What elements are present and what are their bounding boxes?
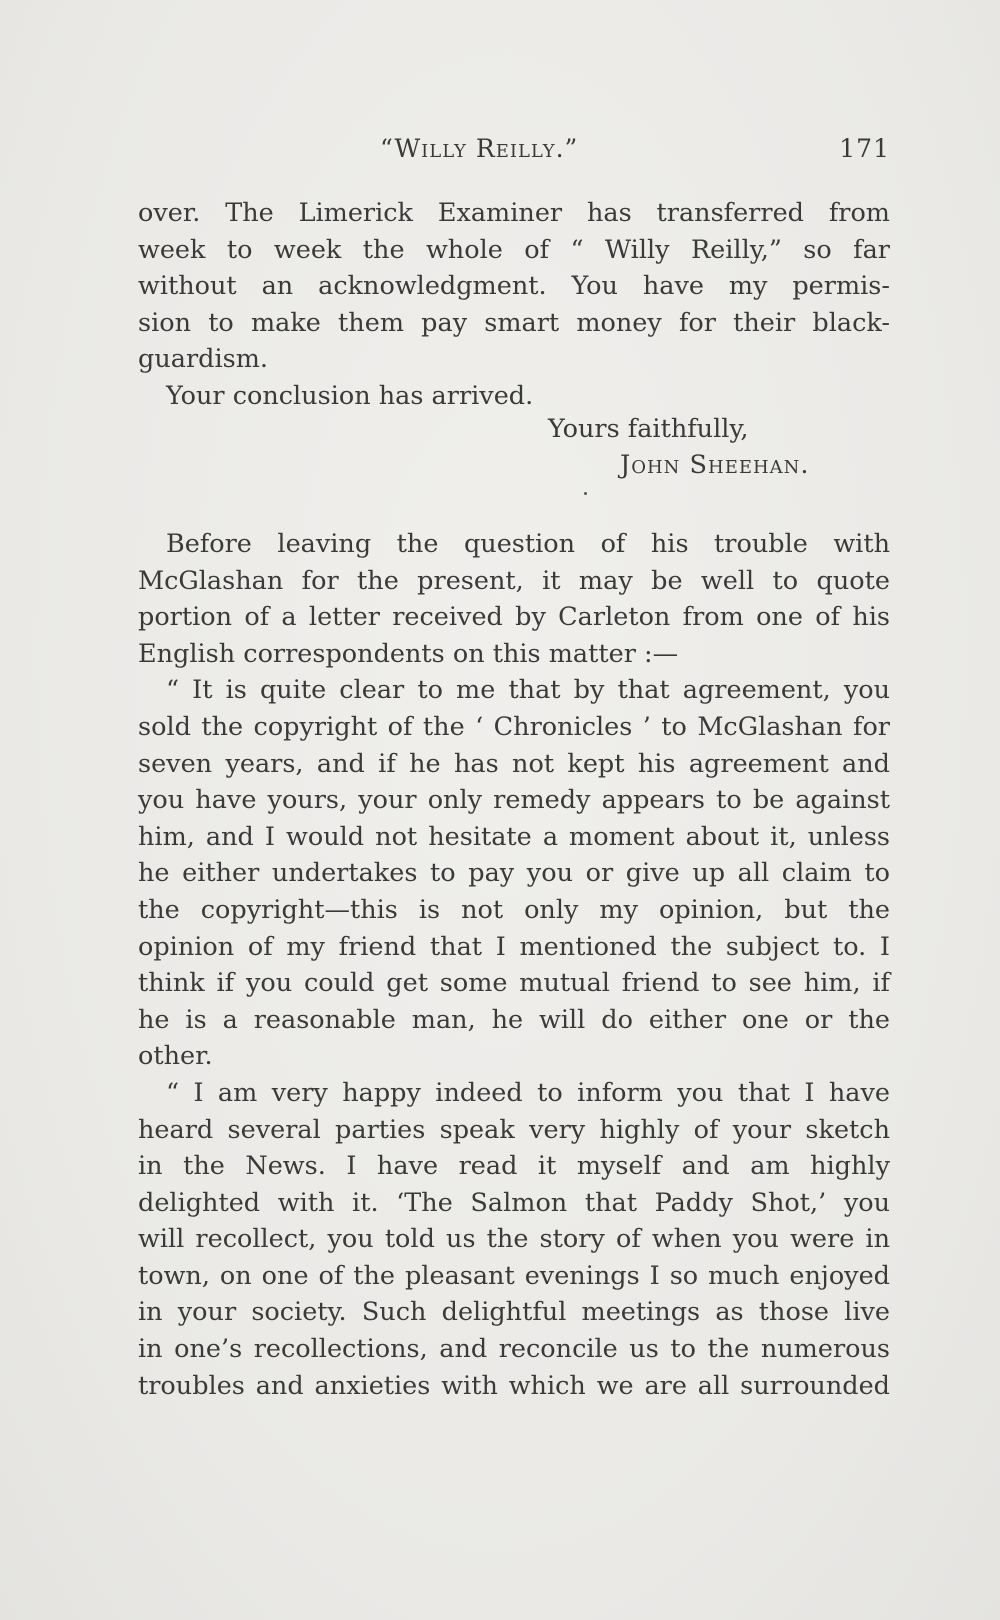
text-line: the copyright—this is not only my opinion, but the (138, 894, 890, 925)
text-line: troubles and anxieties with which we are all surrounded (138, 1370, 890, 1401)
text-line: portion of a letter received by Carleton from one of his (138, 602, 890, 633)
page-number: 171 (839, 134, 890, 163)
valediction: Yours faithfully, (548, 414, 749, 444)
text-line: without an acknowledgment. You have my permis- (138, 271, 890, 302)
body-text (138, 526, 890, 1404)
letter-conclusion: Your conclusion has arrived. (166, 380, 534, 411)
text-line: he is a reasonable man, he will do either one or the (138, 1004, 890, 1035)
text-line: him, and I would not hesitate a moment about it, unless (138, 821, 890, 852)
text-line: town, on one of the pleasant evenings I so much enjoyed (138, 1260, 890, 1291)
signature: John Sheehan. (620, 450, 810, 480)
text-line: heard several parties speak very highly of your sketch (138, 1114, 890, 1145)
text-line: in your society. Such delightful meetings as those live (138, 1297, 890, 1328)
text-line: guardism. (138, 344, 268, 375)
text-line: Before leaving the question of his trouble with (166, 529, 890, 559)
text-line: “ It is quite clear to me that by that agreement, you (166, 675, 890, 706)
text-line: will recollect, you told us the story of when you were in (138, 1224, 890, 1255)
running-title: “Willy Reilly.” (380, 134, 579, 163)
letter-ending (138, 195, 890, 415)
text-line: you have yours, your only remedy appears to be against (138, 785, 890, 816)
ink-speck (584, 492, 587, 495)
text-line: he either undertakes to pay you or give up all claim to (138, 858, 890, 889)
text-line: in the News. I have read it myself and am highly (138, 1151, 890, 1182)
text-line: sion to make them pay smart money for their black- (138, 307, 890, 338)
text-line: other. (138, 1041, 213, 1072)
text-line: opinion of my friend that I mentioned the subject to. I (138, 931, 890, 962)
text-line: think if you could get some mutual friend to see him, if (138, 968, 890, 999)
text-line: delighted with it. ‘The Salmon that Paddy Shot,’ you (138, 1187, 890, 1218)
text-line: sold the copyright of the ‘ Chronicles ’ to McGlashan for (138, 711, 890, 742)
text-line: in one’s recollections, and reconcile us to the numerous (138, 1334, 890, 1365)
text-line: week to week the whole of “ Willy Reilly,” so far (138, 234, 890, 265)
text-line: English correspondents on this matter :— (138, 638, 679, 669)
text-line: “ I am very happy indeed to inform you that I have (166, 1077, 890, 1108)
text-line: seven years, and if he has not kept his agreement and (138, 748, 890, 779)
running-head (138, 134, 890, 174)
text-line: McGlashan for the present, it may be well to quote (138, 565, 890, 596)
text-line: over. The Limerick Examiner has transferred from (138, 198, 890, 228)
